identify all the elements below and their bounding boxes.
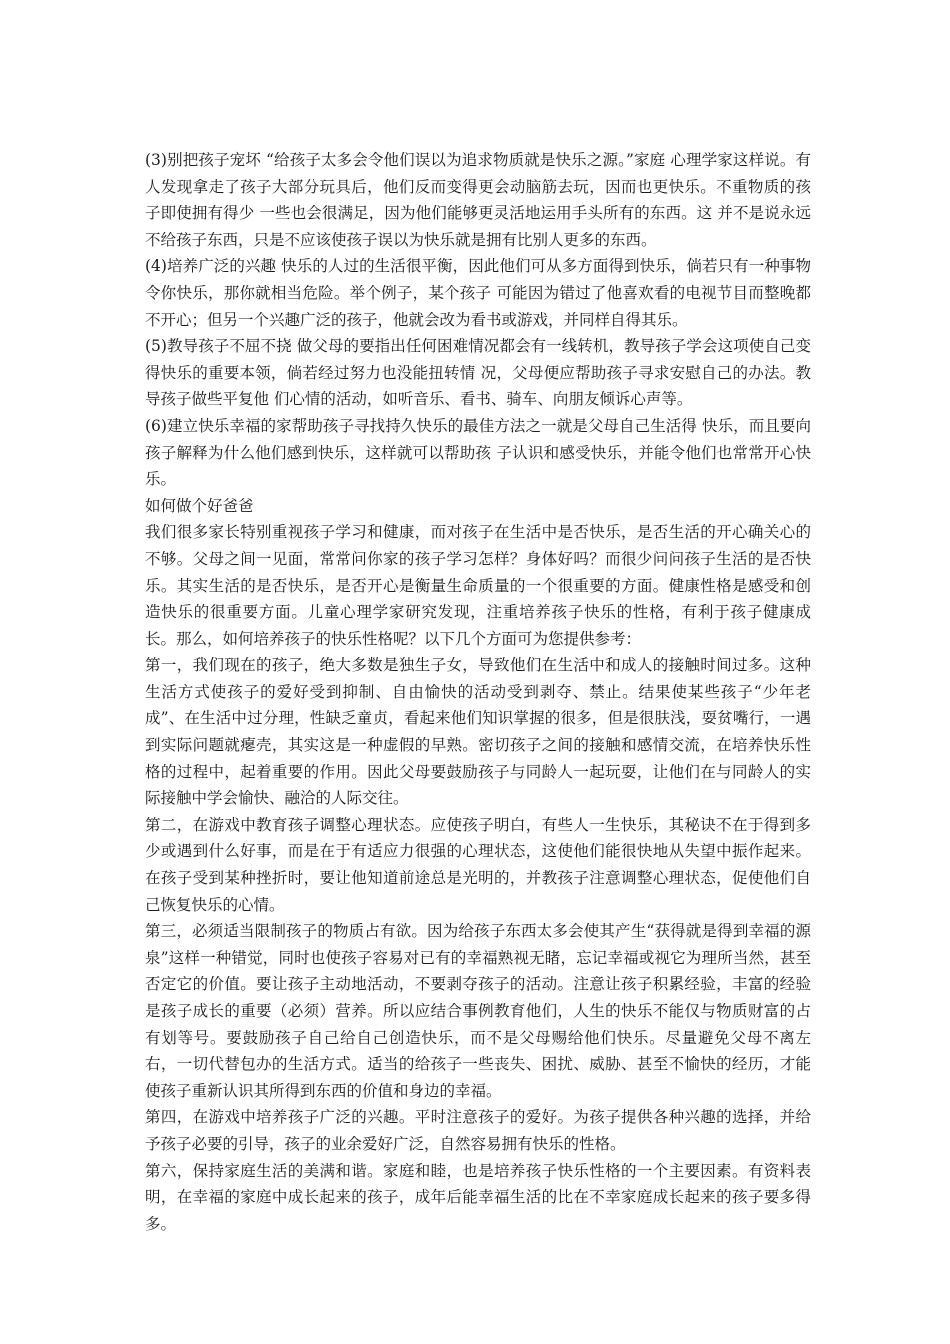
paragraph-tip-3: (3)别把孩子宠坏 “给孩子太多会令他们误以为追求物质就是快乐之源。”家庭 心理学家这样说。有人发现拿走了孩子大部分玩具后，他们反而变得更会动脑筋去玩，因而也更快乐。不重物质的孩子即使拥有得少 一些也会很满足，因为他们能够更灵活地运用手头所有的东西。这 并不是说永远不给孩子东西，只是不应该使孩子误以为快乐就是拥有比别人更多的东西。 bbox=[145, 151, 811, 249]
paragraph-sixth: 第六，保持家庭生活的美满和谐。家庭和睦，也是培养孩子快乐性格的一个主要因素。有资料表明，在幸福的家庭中成长起来的孩子，成年后能幸福生活的比在不幸家庭成长起来的孩子要多得多。 bbox=[145, 1161, 811, 1233]
document-page bbox=[145, 147, 811, 1237]
paragraph-tip-6: (6)建立快乐幸福的家帮助孩子寻找持久快乐的最佳方法之一就是父母自己生活得 快乐，而且要向孩子解释为什么他们感到快乐，这样就可以帮助孩 子认识和感受快乐，并能令他们也常常开心快乐。 bbox=[145, 416, 811, 489]
paragraph-third: 第三，必须适当限制孩子的物质占有欲。因为给孩子东西太多会使其产生“获得就是得到幸福的源泉”这样一种错觉，同时也使孩子容易对已有的幸福熟视无睹，忘记幸福或视它为理所当然，甚至否定它的价值。要让孩子主动地活动，不要剥夺孩子的活动。注意让孩子积累经验，丰富的经验是孩子成长的重要（必须）营养。所以应结合事例教育他们，人生的快乐不能仅与物质财富的占有划等号。要鼓励孩子自己给自己创造快乐，而不是父母赐给他们快乐。尽量避免父母不离左右，一切代替包办的生活方式。适当的给孩子一些丧失、困扰、威胁、甚至不愉快的经历，才能使孩子重新认识其所得到东西的价值和身边的幸福。 bbox=[145, 922, 811, 1100]
section-heading: 如何做个好爸爸 bbox=[145, 496, 254, 515]
paragraph-intro: 我们很多家长特别重视孩子学习和健康，而对孩子在生活中是否快乐，是否生活的开心确关心的不够。父母之间一见面，常常问你家的孩子学习怎样？身体好吗？而很少问问孩子生活的是否快乐。其实生活的是否快乐，是否开心是衡量生命质量的一个很重要的方面。健康性格是感受和创造快乐的很重要方面。儿童心理学家研究发现，注重培养孩子快乐的性格，有利于孩子健康成长。那么，如何培养孩子的快乐性格呢？以下几个方面可为您提供参考： bbox=[145, 523, 811, 648]
paragraph-tip-5: (5)教导孩子不屈不挠 做父母的要指出任何困难情况都会有一线转机，教导孩子学会这项使自己变得快乐的重要本领，倘若经过努力也没能扭转情 况，父母便应帮助孩子寻求安慰自己的办法。教导孩子做些平复他 们心情的活动，如听音乐、看书、骑车、向朋友倾诉心声等。 bbox=[145, 337, 811, 409]
paragraph-first: 第一，我们现在的孩子，绝大多数是独生子女，导致他们在生活中和成人的接触时间过多。这种生活方式使孩子的爱好受到抑制、自由愉快的活动受到剥夺、禁止。结果使某些孩子“少年老成”、在生活中过分理，性缺乏童贞，看起来他们知识掌握的很多，但是很肤浅，耍贫嘴行，一遇到实际问题就瘪壳，其实这是一种虚假的早熟。密切孩子之间的接触和感情交流，在培养快乐性格的过程中，起着重要的作用。因此父母要鼓励孩子与同龄人一起玩耍，让他们在与同龄人的实际接触中学会愉快、融洽的人际交往。 bbox=[145, 656, 811, 808]
paragraph-second: 第二，在游戏中教育孩子调整心理状态。应使孩子明白，有些人一生快乐，其秘诀不在于得到多少或遇到什么好事，而是在于有适应力很强的心理状态，这使他们能很快地从失望中振作起来。在孩子受到某种挫折时，要让他知道前途总是光明的，并教孩子注意调整心理状态，促使他们自己恢复快乐的心情。 bbox=[145, 815, 811, 914]
paragraph-fourth: 第四，在游戏中培养孩子广泛的兴趣。平时注意孩子的爱好。为孩子提供各种兴趣的选择，并给予孩子必要的引导，孩子的业余爱好广泛，自然容易拥有快乐的性格。 bbox=[145, 1108, 811, 1153]
paragraph-tip-4: (4)培养广泛的兴趣 快乐的人过的生活很平衡，因此他们可从多方面得到快乐，倘若只有一种事物令你快乐，那你就相当危险。举个例子，某个孩子 可能因为错过了他喜欢看的电视节目而整晚都不开心；但另一个兴趣广泛的孩子，他就会改为看书或游戏，并同样自得其乐。 bbox=[145, 257, 811, 329]
